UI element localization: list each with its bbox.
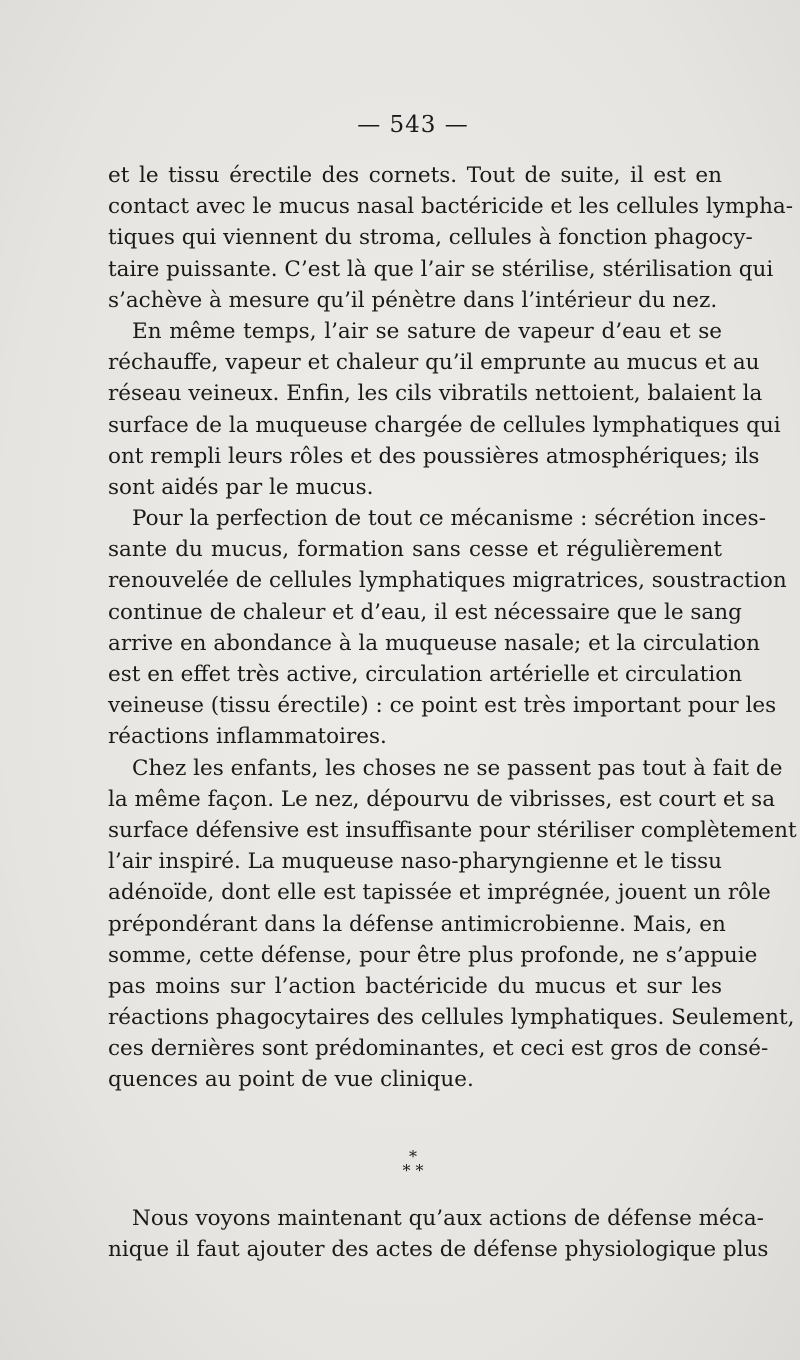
paragraph [108,316,781,503]
page-number: — 543 — [357,112,469,138]
text-line: pas moins sur l’action bactéricide du mucus et sur les [108,973,722,999]
text-line: Nous voyons maintenant qu’aux actions de défense méca- [132,1206,764,1231]
text-line: veineuse (tissu érectile) : ce point est très important pour les [108,693,777,719]
text-line: l’air inspiré. La muqueuse naso-pharyngienne et le tissu [108,849,722,875]
text-line: arrive en abondance à la muqueuse nasale; et la circulation [108,630,760,656]
paragraph [108,160,793,316]
text-line: nique il faut ajouter des actes de défense physiologique plus [108,1237,769,1263]
separator-star-top: * [409,1147,417,1166]
text-line: renouvelée de cellules lymphatiques migratrices, soustraction [108,568,787,594]
text-line: sante du mucus, formation sans cesse et régulièrement [108,537,722,563]
text-line: s’achève à mesure qu’il pénètre dans l’intérieur du nez. [108,287,718,313]
text-line: surface défensive est insuffisante pour stériliser complètement [108,817,797,843]
text-line: Pour la perfection de tout ce mécanisme : sécrétion inces- [132,506,766,532]
text-line: la même façon. Le nez, dépourvu de vibrisses, est court et sa [108,786,776,812]
section-separator [0,1147,800,1180]
text-line: Chez les enfants, les choses ne se passent pas tout à fait de [132,755,783,781]
text-line: somme, cette défense, pour être plus profonde, ne s’appuie [108,942,758,968]
text-line: ces dernières sont prédominantes, et ceci est gros de consé- [108,1036,769,1062]
text-line: et le tissu érectile des cornets. Tout de suite, il est en [108,163,722,188]
separator-stars-bottom: * * [402,1161,424,1180]
text-line: sont aidés par le mucus. [108,474,374,500]
final-paragraph [108,1203,769,1265]
text-line: réchauffe, vapeur et chaleur qu’il emprunte au mucus et au [108,350,760,376]
paragraph [108,1203,769,1265]
paragraph [108,753,797,1096]
text-line: surface de la muqueuse chargée de cellules lymphatiques qui [108,412,781,438]
text-line: réseau veineux. Enfin, les cils vibratils nettoient, balaient la [108,381,763,407]
text-line: continue de chaleur et d’eau, il est nécessaire que le sang [108,599,742,625]
text-line: ont rempli leurs rôles et des poussières atmosphériques; ils [108,443,760,469]
text-line: réactions phagocytaires des cellules lymphatiques. Seulement, [108,1005,795,1031]
body-text [108,160,797,1096]
text-line: réactions inflammatoires. [108,724,387,750]
text-line: tiques qui viennent du stroma, cellules à fonction phagocy- [108,225,753,251]
text-line: prépondérant dans la défense antimicrobienne. Mais, en [108,911,726,937]
text-line: contact avec le mucus nasal bactéricide et les cellules lympha- [108,194,793,220]
text-line: est en effet très active, circulation artérielle et circulation [108,662,743,687]
text-line: quences au point de vue clinique. [108,1067,474,1093]
paragraph [108,503,787,753]
text-line: En même temps, l’air se sature de vapeur d’eau et se [132,318,722,344]
text-line: adénoïde, dont elle est tapissée et imprégnée, jouent un rôle [108,880,771,906]
text-line: taire puissante. C’est là que l’air se stérilise, stérilisation qui [108,256,774,282]
